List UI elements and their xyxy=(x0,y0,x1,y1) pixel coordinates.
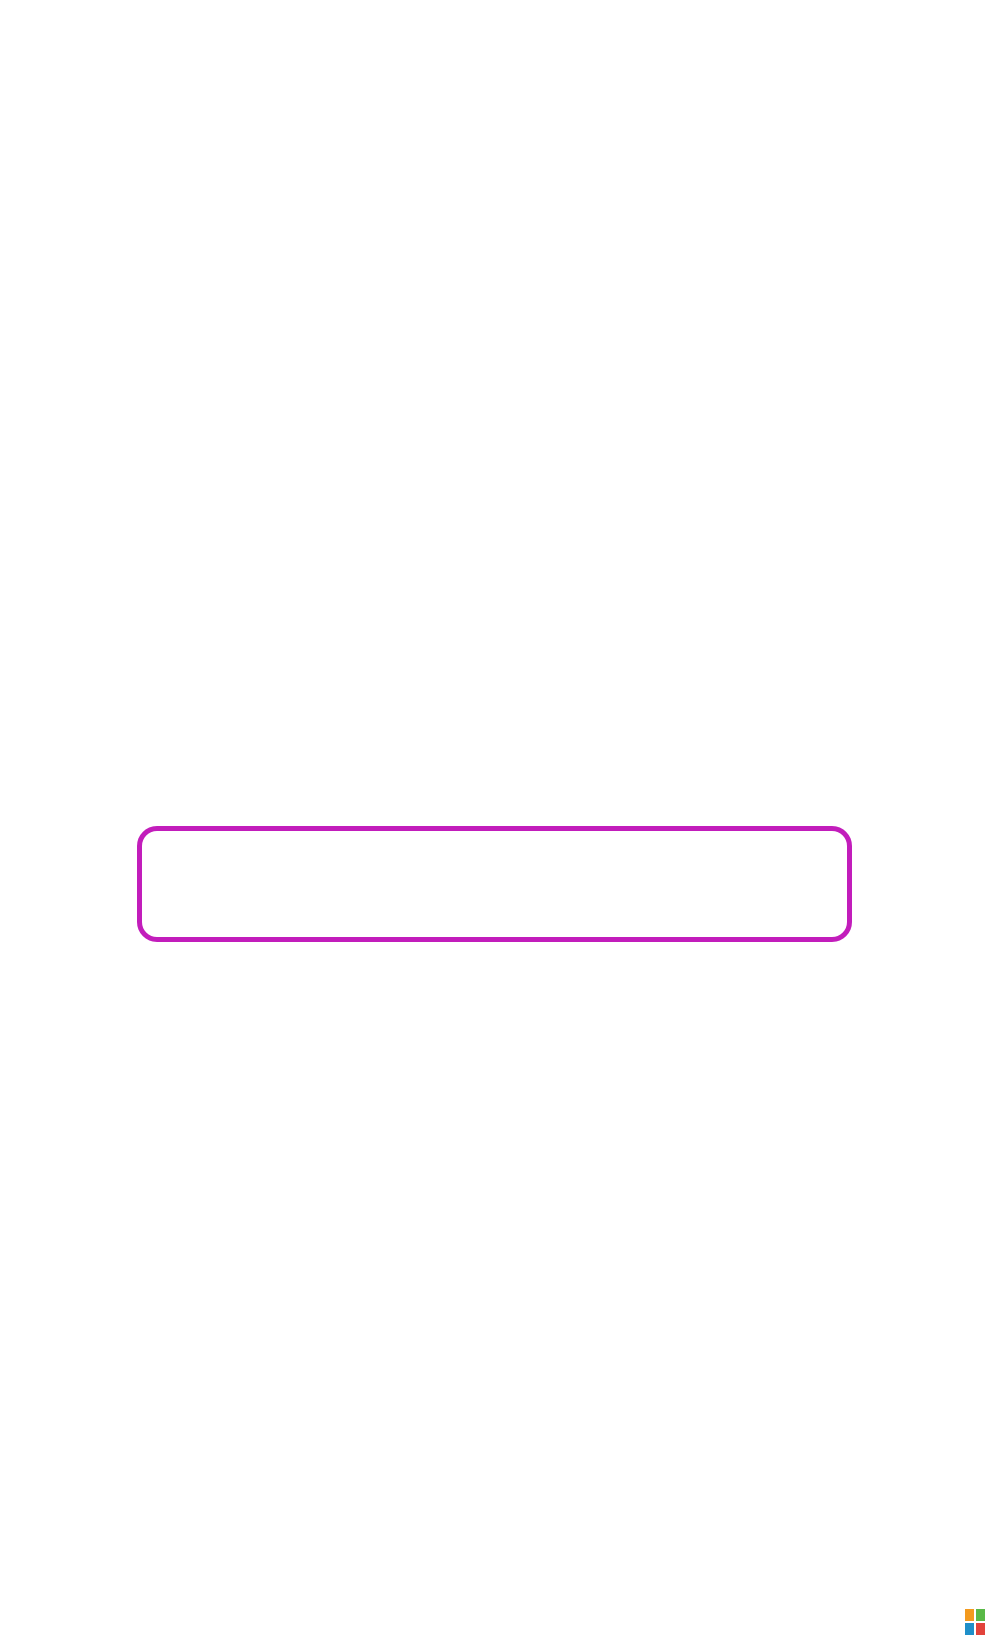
liveworksheets-logo-icon xyxy=(964,1608,986,1636)
rose-border-left xyxy=(38,90,90,1540)
rose-border-right xyxy=(910,90,962,1540)
liveworksheets-logo xyxy=(964,1605,986,1639)
rose-border-top xyxy=(38,38,962,90)
word-box xyxy=(137,826,852,942)
rose-border-bottom xyxy=(38,1540,962,1592)
